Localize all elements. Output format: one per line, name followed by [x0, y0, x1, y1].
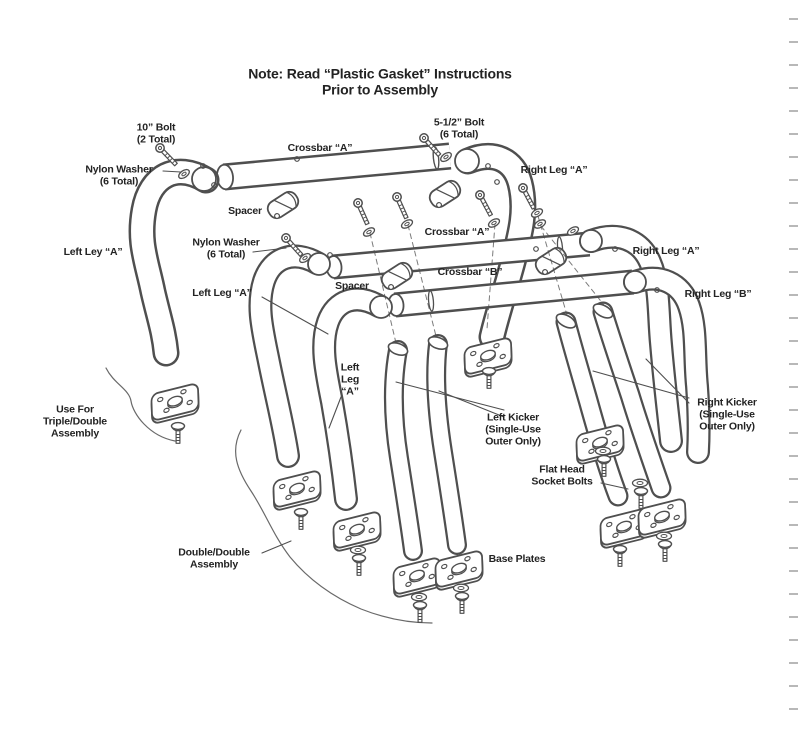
edge-tick — [789, 616, 798, 618]
assembly-note-line: Note: Read “Plastic Gasket” Instructions — [248, 65, 512, 82]
edge-tick — [789, 179, 798, 181]
right-kicker-label — [697, 397, 756, 432]
edge-tick — [789, 294, 798, 296]
spacer-mid-label — [335, 281, 369, 293]
bolt-5-1-2-label-line: (6 Total) — [439, 128, 479, 140]
edge-tick — [789, 317, 798, 319]
edge-tick — [789, 202, 798, 204]
use-for-triple-double-label — [43, 404, 107, 439]
use-for-triple-double-label-line: Assembly — [50, 426, 100, 439]
edge-tick — [789, 87, 798, 89]
edge-tick — [789, 639, 798, 641]
edge-tick — [789, 386, 798, 388]
bolt-10-label-line: 10” Bolt — [136, 121, 176, 134]
nylon-washer-top-label — [85, 164, 152, 188]
crossbar-b-label — [438, 267, 503, 279]
edge-tick — [789, 524, 798, 526]
edge-tick — [789, 156, 798, 158]
bolt-10-label-line: (2 Total) — [136, 133, 176, 145]
bolt-5-1-2-label-line: 5-1/2” Bolt — [433, 116, 485, 129]
right-kicker-label-line: Outer Only) — [699, 419, 755, 432]
edge-tick — [789, 225, 798, 227]
left-leg-a-mid-label-line: Left Leg “A” — [192, 287, 252, 300]
edge-tick — [789, 685, 798, 687]
edge-tick — [789, 570, 798, 572]
spacer-mid-label-line: Spacer — [335, 280, 369, 293]
right-kicker-label-line: Right Kicker — [697, 396, 757, 409]
flat-head-socket-bolts-label — [531, 464, 592, 488]
edge-tick — [789, 41, 798, 43]
right-leg-a-mid-label-line: Right Leg “A” — [632, 245, 700, 258]
left-leg-a-lower-label-line: Left — [340, 361, 360, 374]
left-kicker-label-line: Outer Only) — [485, 434, 541, 447]
left-kicker-label-line: (Single-Use — [485, 423, 541, 436]
crossbar-a-top-label-line: Crossbar “A” — [287, 142, 353, 155]
use-for-triple-double-label-line: Triple/Double — [43, 415, 107, 428]
flat-head-socket-bolts-label-line: Socket Bolts — [531, 475, 593, 487]
crossbar-b-label-line: Crossbar “B” — [437, 266, 503, 279]
nylon-washer-mid-label-line: (6 Total) — [206, 248, 246, 260]
assembly-note — [248, 66, 512, 97]
edge-tick — [789, 478, 798, 480]
right-leg-b-label — [685, 289, 752, 301]
bolt-10-label — [137, 122, 176, 146]
nylon-washer-mid-label-line: Nylon Washer — [192, 236, 260, 249]
crossbar-a-mid-label-line: Crossbar “A” — [424, 226, 490, 239]
left-ley-a-label — [64, 247, 123, 259]
edge-tick — [789, 18, 798, 20]
right-kicker-label-line: (Single-Use — [699, 408, 755, 421]
edge-tick — [789, 501, 798, 503]
edge-tick — [789, 248, 798, 250]
edge-tick — [789, 455, 798, 457]
crossbar-a-top-label — [288, 143, 353, 155]
left-leg-a-lower-label-line: Leg — [340, 373, 360, 386]
left-leg-a-lower-label — [341, 362, 359, 397]
edge-tick — [789, 110, 798, 112]
nylon-washer-top-label-line: Nylon Washer — [85, 163, 153, 176]
right-leg-a-top-label-line: Right Leg “A” — [520, 164, 588, 177]
edge-tick — [789, 593, 798, 595]
flat-head-socket-bolts-label-line: Flat Head — [539, 463, 585, 476]
left-kicker-label — [485, 412, 541, 447]
edge-tick — [789, 133, 798, 135]
edge-tick — [789, 662, 798, 664]
bolt-5-1-2-label — [434, 117, 484, 141]
left-leg-a-mid-label — [192, 288, 251, 300]
edge-tick — [789, 409, 798, 411]
crossbar-a-mid-label — [425, 227, 490, 239]
spacer-top-label-line: Spacer — [228, 205, 262, 218]
use-for-triple-double-label-line: Use For — [56, 403, 94, 416]
base-plates-label — [489, 554, 546, 566]
nylon-washer-top-label-line: (6 Total) — [99, 175, 139, 187]
double-double-assembly-label-line: Double/Double — [178, 546, 250, 559]
left-leg-a-lower-label-line: “A” — [341, 384, 359, 397]
assembly-note-line: Prior to Assembly — [322, 81, 438, 97]
edge-tick — [789, 363, 798, 365]
right-leg-a-mid-label — [633, 246, 700, 258]
edge-tick — [789, 708, 798, 710]
edge-tick — [789, 432, 798, 434]
edge-tick — [789, 547, 798, 549]
spacer-top-label — [228, 206, 262, 218]
edge-tick — [789, 340, 798, 342]
double-double-assembly-label — [178, 547, 249, 571]
edge-tick — [789, 64, 798, 66]
base-plates-label-line: Base Plates — [488, 553, 546, 566]
right-leg-b-label-line: Right Leg “B” — [684, 288, 752, 301]
left-ley-a-label-line: Left Ley “A” — [63, 246, 123, 259]
right-leg-a-top-label — [521, 165, 588, 177]
nylon-washer-mid-label — [192, 237, 259, 261]
double-double-assembly-label-line: Assembly — [189, 558, 239, 570]
edge-tick — [789, 271, 798, 273]
left-kicker-label-line: Left Kicker — [486, 411, 540, 424]
